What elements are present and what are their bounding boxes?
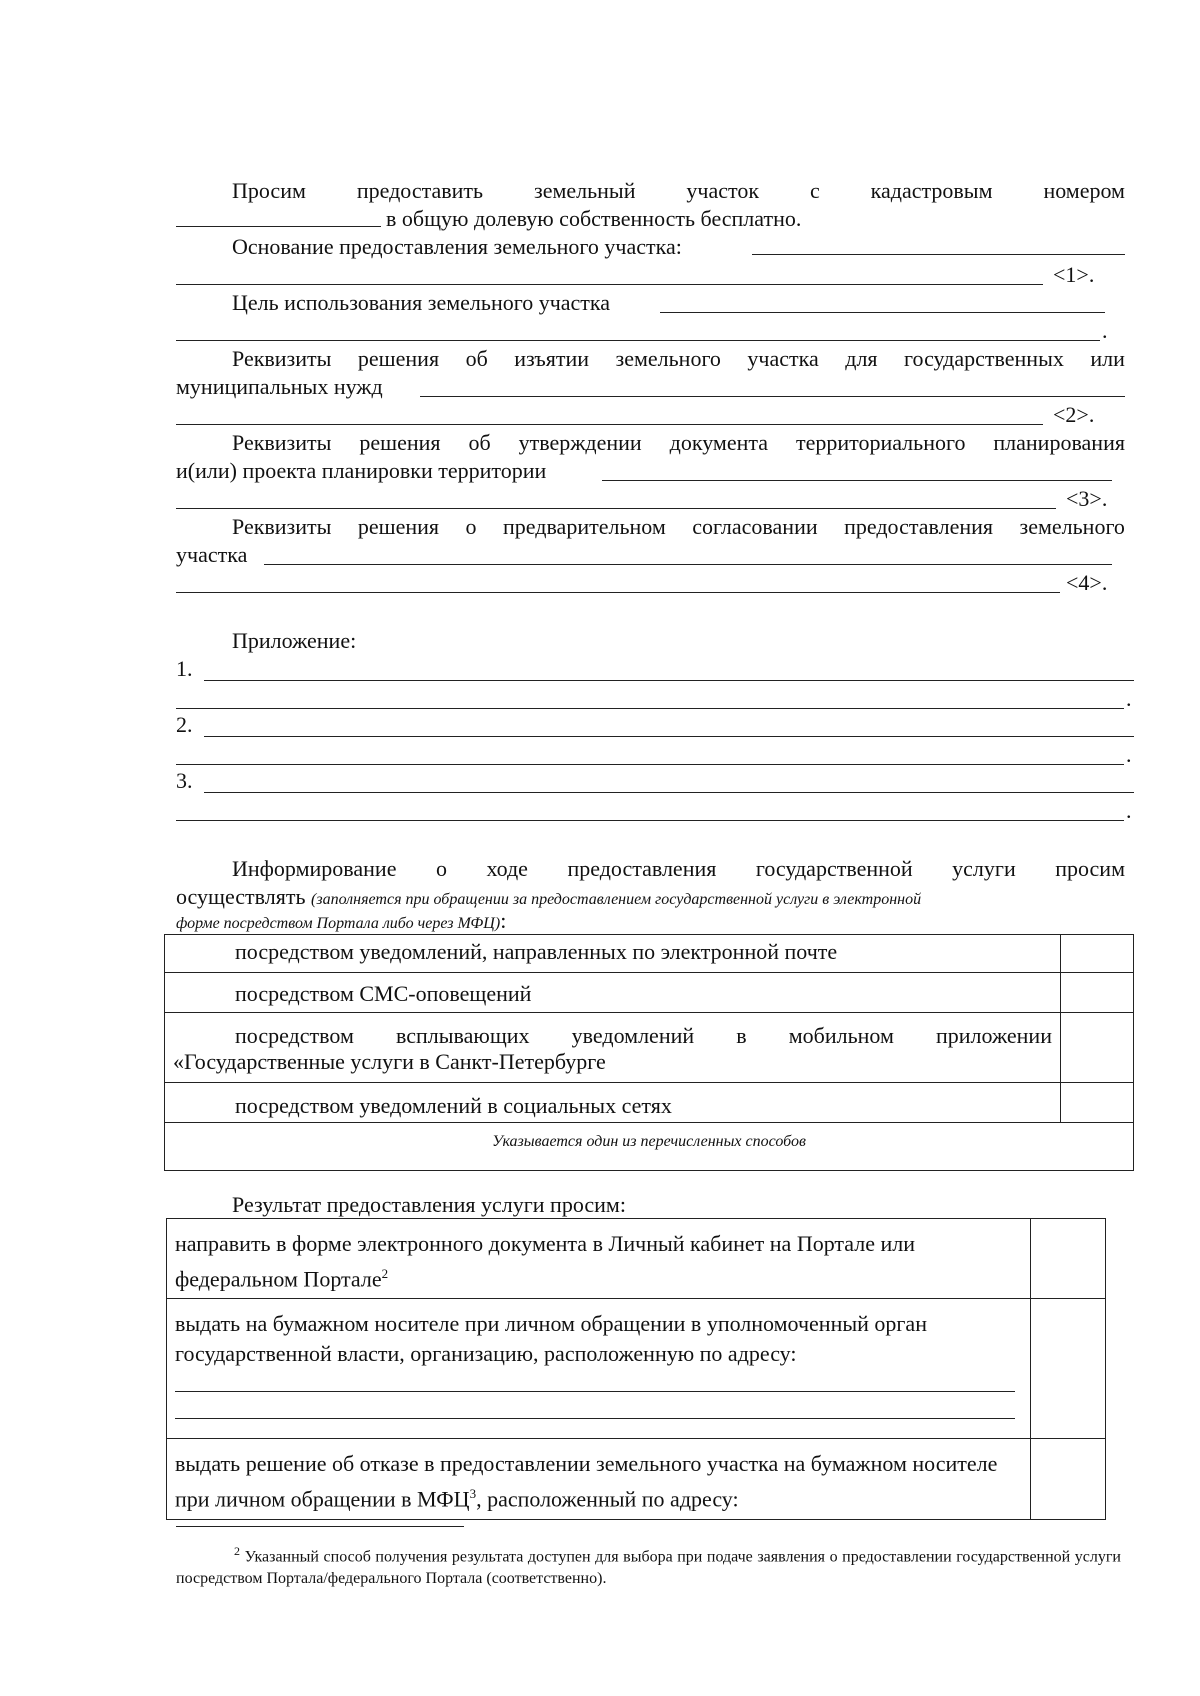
attachment-2-field-1[interactable] bbox=[204, 736, 1134, 737]
attachments-title: Приложение: bbox=[232, 628, 357, 653]
request-line-2: в общую долевую собственность бесплатно. bbox=[386, 206, 802, 231]
attachment-2-num: 2. bbox=[176, 712, 193, 737]
planning-line-1: Реквизиты решения об утверждении документа территориального планирования bbox=[232, 430, 1125, 455]
purpose-label: Цель использования земельного участка bbox=[232, 290, 611, 315]
seizure-field-2[interactable] bbox=[176, 424, 1043, 425]
notify-checkbox-social[interactable] bbox=[1061, 1083, 1134, 1123]
informing-note-2: форме посредством Портала либо через МФЦ) bbox=[176, 915, 501, 932]
attachment-1-field-1[interactable] bbox=[204, 680, 1134, 681]
notify-checkbox-email[interactable] bbox=[1061, 935, 1134, 973]
basis-field-1[interactable] bbox=[752, 254, 1125, 255]
result-checkbox-paper[interactable] bbox=[1031, 1299, 1106, 1439]
preliminary-ref: <4>. bbox=[1066, 570, 1108, 595]
preliminary-field-1[interactable] bbox=[264, 564, 1112, 565]
footnote bbox=[176, 1540, 1121, 1590]
seizure-line-2: муниципальных нужд bbox=[176, 374, 383, 399]
footnote-separator bbox=[176, 1526, 464, 1527]
footnote-mark: 2 bbox=[234, 1544, 240, 1558]
result-address-field-1[interactable] bbox=[175, 1375, 1015, 1392]
result-option-refusal: выдать решение об отказе в предоставлении земельного участка на бумажном носителе при личном обращении в МФЦ bbox=[175, 1451, 998, 1512]
notify-option-email: посредством уведомлений, направленных по электронной почте bbox=[235, 939, 838, 964]
attachment-1-num: 1. bbox=[176, 656, 193, 681]
notify-row-sms bbox=[165, 973, 1134, 1013]
notify-option-sms: посредством СМС-оповещений bbox=[235, 981, 532, 1006]
planning-ref: <3>. bbox=[1066, 486, 1108, 511]
preliminary-line-1: Реквизиты решения о предварительном согласовании предоставления земельного bbox=[232, 514, 1125, 539]
basis-ref: <1>. bbox=[1053, 262, 1095, 287]
result-row-paper bbox=[167, 1299, 1106, 1439]
planning-field-2[interactable] bbox=[176, 508, 1056, 509]
basis-field-2[interactable] bbox=[176, 284, 1043, 285]
purpose-field-1[interactable] bbox=[660, 312, 1105, 313]
attachment-3-num: 3. bbox=[176, 768, 193, 793]
planning-field-1[interactable] bbox=[602, 480, 1112, 481]
preliminary-field-2[interactable] bbox=[176, 592, 1060, 593]
purpose-field-2[interactable] bbox=[176, 340, 1100, 341]
attachment-3-end: . bbox=[1126, 798, 1132, 823]
attachment-1-field-2[interactable] bbox=[176, 708, 1124, 709]
notify-row-email bbox=[165, 935, 1134, 973]
result-option-electronic: направить в форме электронного документа в Личный кабинет на Портале или федеральном Портале bbox=[175, 1231, 916, 1292]
notify-checkbox-sms[interactable] bbox=[1061, 973, 1134, 1013]
purpose-end: . bbox=[1102, 318, 1108, 343]
attachment-3-field-2[interactable] bbox=[176, 820, 1124, 821]
attachment-3-field-1[interactable] bbox=[204, 792, 1134, 793]
notify-option-mobile: посредством всплывающих уведомлений в мобильном приложении «Государственные услуги в Санкт-Петербурге bbox=[173, 1023, 1052, 1074]
planning-line-2: и(или) проекта планировки территории bbox=[176, 458, 547, 483]
attachment-2-field-2[interactable] bbox=[176, 764, 1124, 765]
informing-line-1: Информирование о ходе предоставления государственной услуги просим bbox=[232, 856, 1125, 881]
footnote-text: Указанный способ получения результата доступен для выбора при подаче заявления о предоставлении государственной услуги посредством Портала/федерального Портала (соответственно). bbox=[176, 1548, 1121, 1588]
informing-note-1: (заполняется при обращении за предоставлением государственной услуги в электронной bbox=[311, 891, 922, 908]
seizure-line-1: Реквизиты решения об изъятии земельного участка для государственных или bbox=[232, 346, 1125, 371]
seizure-field-1[interactable] bbox=[420, 396, 1125, 397]
result-checkbox-refusal[interactable] bbox=[1031, 1439, 1106, 1519]
notify-hint-row bbox=[165, 1123, 1134, 1171]
seizure-ref: <2>. bbox=[1053, 402, 1095, 427]
result-address-field-2[interactable] bbox=[175, 1392, 1015, 1419]
attachment-1-end: . bbox=[1126, 686, 1132, 711]
request-line-1: Просим предоставить земельный участок с кадастровым номером bbox=[232, 178, 1125, 203]
result-row-refusal: выдать решение об отказе в предоставлении земельного участка на бумажном носителе при личном обращении в МФЦ$^3$, расположенный по адресу: bbox=[167, 1439, 1106, 1519]
result-checkbox-electronic[interactable] bbox=[1031, 1219, 1106, 1299]
notification-methods-table bbox=[164, 934, 1134, 1171]
notify-checkbox-mobile[interactable] bbox=[1061, 1013, 1134, 1083]
attachment-2-end: . bbox=[1126, 742, 1132, 767]
result-option-paper: выдать на бумажном носителе при личном обращении в уполномоченный орган государственной власти, организацию, расположенную по адресу: bbox=[175, 1311, 927, 1367]
notify-hint: Указывается один из перечисленных способов bbox=[165, 1123, 1134, 1171]
result-row-electronic: направить в форме электронного документа в Личный кабинет на Портале или федеральном Портале$^2$ bbox=[167, 1219, 1106, 1299]
notify-row-mobile bbox=[165, 1013, 1134, 1083]
result-methods-table bbox=[166, 1218, 1106, 1520]
basis-label: Основание предоставления земельного участка: bbox=[232, 234, 682, 259]
informing-line-3: форме посредством Портала либо через МФЦ): bbox=[176, 908, 507, 933]
informing-line-2: осуществлять (заполняется при обращении за предоставлением государственной услуги в электронной bbox=[176, 884, 922, 909]
cadastral-number-field[interactable] bbox=[176, 226, 381, 227]
result-title: Результат предоставления услуги просим: bbox=[232, 1192, 626, 1217]
preliminary-line-2: участка bbox=[176, 542, 248, 567]
notify-option-social: посредством уведомлений в социальных сетях bbox=[235, 1093, 672, 1118]
notify-row-social bbox=[165, 1083, 1134, 1123]
